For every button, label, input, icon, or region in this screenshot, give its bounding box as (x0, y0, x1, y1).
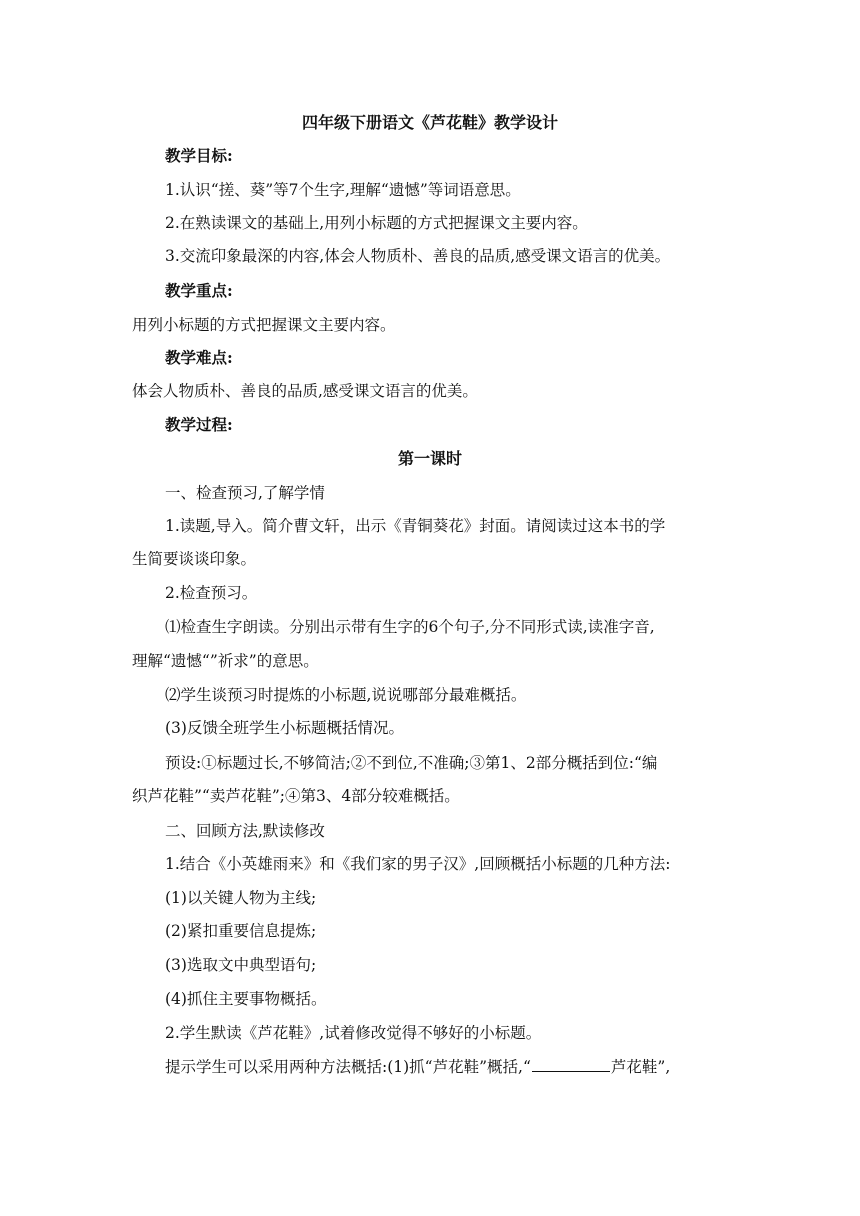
paragraph-line: ⑴检查生字朗读。分别出示带有生字的6个句子,分不同形式读,读准字音, (165, 618, 655, 636)
fill-blank (532, 1057, 610, 1072)
objectives-heading: 教学目标: (165, 146, 233, 165)
paragraph-line: 预设:①标题过长,不够简洁;②不到位,不准确;③第1、2部分概括到位:“编 (165, 754, 658, 772)
hint-prefix: 提示学生可以采用两种方法概括:(1)抓“芦花鞋”概括,“ (165, 1058, 531, 1076)
paragraph-line: 理解“遗憾“”祈求”的意思。 (132, 652, 319, 670)
key-points-heading: 教学重点: (165, 281, 233, 300)
objective-item: 2.在熟读课文的基础上,用列小标题的方式把握课文主要内容。 (165, 214, 588, 232)
paragraph-line: 1.读题,导入。简介曹文轩，出示《青铜葵花》封面。请阅读过这本书的学 (165, 517, 666, 535)
lesson-title: 第一课时 (397, 449, 462, 468)
hint-line (165, 1057, 670, 1077)
objective-item: 3.交流印象最深的内容,体会人物质朴、善良的品质,感受课文语言的优美。 (165, 247, 671, 265)
section-title: 二、回顾方法,默读修改 (165, 822, 325, 840)
process-heading: 教学过程: (165, 415, 233, 434)
method-item: (2)紧扣重要信息提炼; (165, 922, 317, 940)
paragraph-line: (3)反馈全班学生小标题概括情况。 (165, 719, 404, 737)
method-item: (4)抓住主要事物概括。 (165, 990, 327, 1008)
method-item: (3)选取文中典型语句; (165, 956, 317, 974)
objective-item: 1.认识“搓、葵”等7个生字,理解“遗憾”等词语意思。 (165, 181, 521, 199)
paragraph-line: 1.结合《小英雄雨来》和《我们家的男子汉》,回顾概括小标题的几种方法: (165, 855, 671, 873)
key-points-text: 用列小标题的方式把握课文主要内容。 (132, 316, 396, 334)
paragraph-line: 织芦花鞋”“卖芦花鞋”;④第3、4部分较难概括。 (132, 787, 460, 805)
paragraph-line: 2.学生默读《芦花鞋》,试着修改觉得不够好的小标题。 (165, 1024, 542, 1042)
paragraph-line: 生简要谈谈印象。 (132, 550, 257, 568)
difficulties-heading: 教学难点: (165, 348, 233, 367)
method-item: (1)以关键人物为主线; (165, 889, 317, 907)
paragraph-line: ⑵学生谈预习时提炼的小标题,说说哪部分最难概括。 (165, 686, 527, 704)
difficulties-text: 体会人物质朴、善良的品质,感受课文语言的优美。 (132, 382, 478, 400)
section-title: 一、检查预习,了解学情 (165, 484, 325, 502)
paragraph-line: 2.检查预习。 (165, 584, 258, 602)
hint-suffix: 芦花鞋”, (610, 1058, 671, 1076)
document-title: 四年级下册语文《芦花鞋》教学设计 (301, 113, 558, 132)
